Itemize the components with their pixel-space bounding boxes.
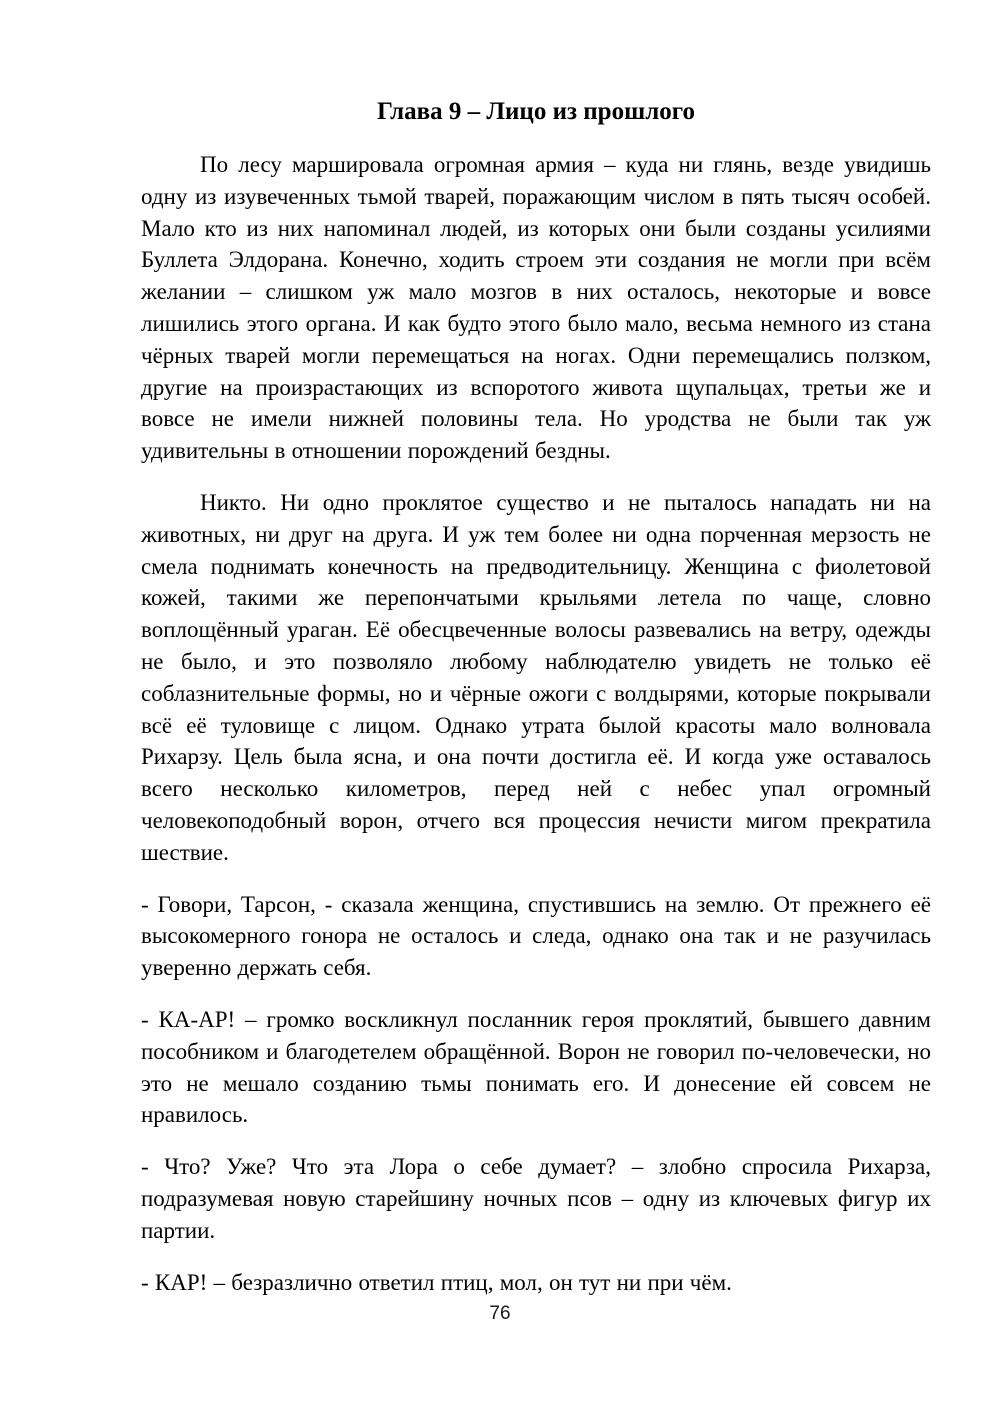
paragraph: Никто. Ни одно проклятое существо и не пыталось нападать ни на животных, ни друг на друга. И уж тем более ни одна порченная мерзость не смела поднимать конечность на предводительницу. Женщина с фиолетовой кожей, такими же перепончатыми крыльями летела по чаще, словно воплощённый ураган. Её обесцвеченные волосы развевались на ветру, одежды не было, и это позволяло любому наблюдателю увидеть не только её соблазнительные формы, но и чёрные ожоги с волдырями, которые покрывали всё её туловище с лицом. Однако утрата былой красоты мало волновала Рихарзу. Цель была ясна, и она почти достигла её. И когда уже оставалось всего несколько километров, перед ней с небес упал огромный человекоподобный ворон, отчего вся процессия нечисти мигом прекратила шествие. xyxy=(141,489,931,865)
paragraph-dialogue: - КАР! – безразлично ответил птиц, мол, он тут ни при чём. xyxy=(141,1269,732,1295)
text-block xyxy=(141,96,931,1318)
chapter-title: Глава 9 – Лицо из прошлого xyxy=(377,98,695,125)
page-number: 76 xyxy=(489,1303,511,1324)
paragraph: По лесу маршировала огромная армия – куда ни глянь, везде увидишь одну из изувеченных тьмой тварей, поражающим числом в пять тысяч особей. Мало кто из них напоминал людей, из которых они были созданы усилиями Буллета Элдорана. Конечно, ходить строем эти создания не могли при всём желании – слишком уж мало мозгов в них осталось, некоторые и вовсе лишились этого органа. И как будто этого было мало, весьма немного из стана чёрных тварей могли перемещаться на ногах. Одни перемещались ползком, другие на произрастающих из вспоротого живота щупальцах, третьи же и вовсе не имели нижней половины тела. Но уродства не были так уж удивительны в отношении порождений бездны. xyxy=(141,152,931,464)
paragraph-dialogue: - КА-АР! – громко воскликнул посланник героя проклятий, бывшего давним пособником и благодетелем обращённой. Ворон не говорил по-человечески, но это не мешало созданию тьмы понимать его. И донесение ей совсем не нравилось. xyxy=(141,1006,931,1128)
paragraph-dialogue: - Что? Уже? Что эта Лора о себе думает? – злобно спросила Рихарза, подразумевая новую старейшину ночных псов – одну из ключевых фигур их партии. xyxy=(141,1154,931,1243)
paragraph-dialogue: - Говори, Тарсон, - сказала женщина, спустившись на землю. От прежнего её высокомерного гонора не осталось и следа, однако она так и не разучилась уверенно держать себя. xyxy=(141,891,931,981)
